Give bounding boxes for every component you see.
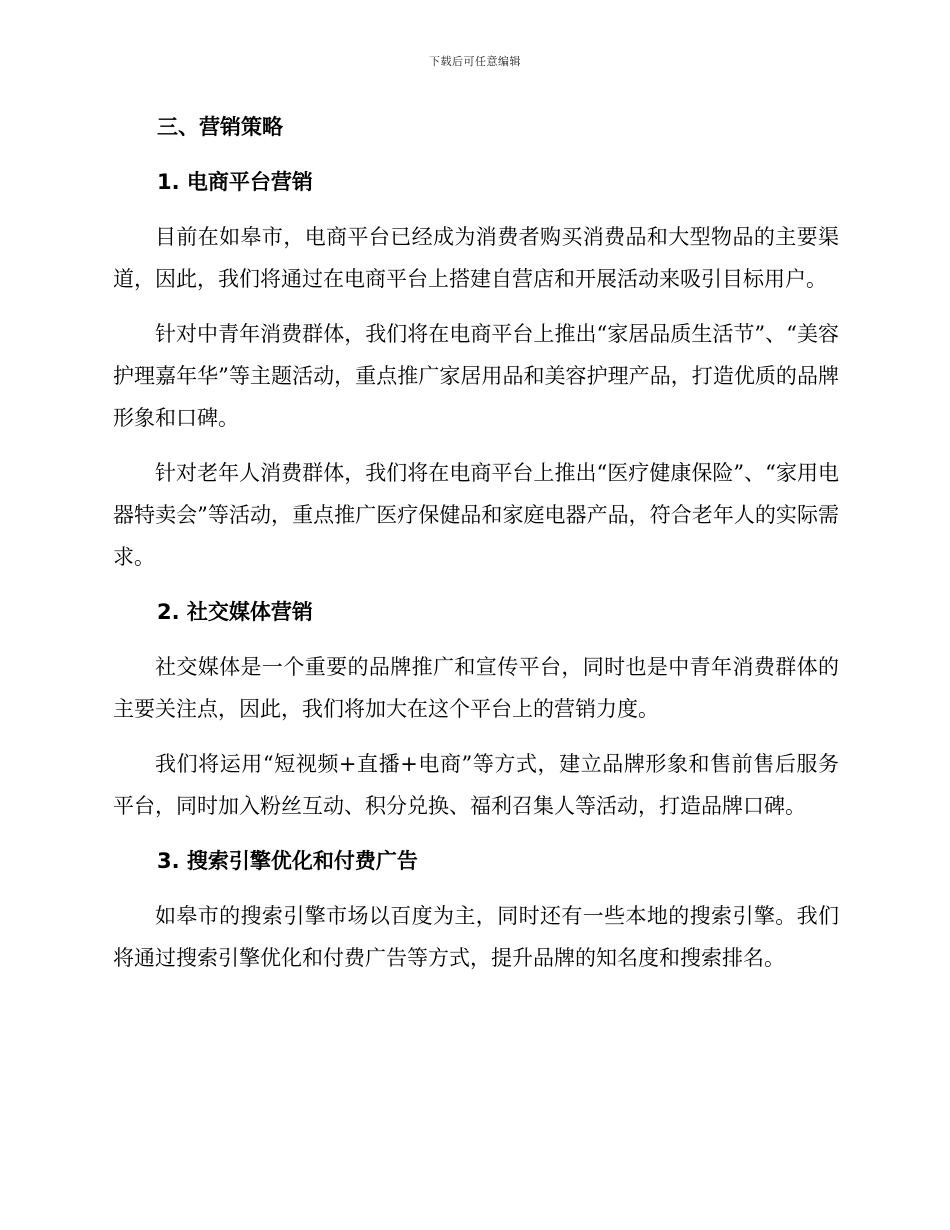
subsection-title-ecommerce: 1. 电商平台营销 xyxy=(157,170,313,194)
paragraph: 目前在如皋市，电商平台已经成为消费者购买消费品和大型物品的主要渠道，因此，我们将通过在电商平台上搭建自营店和开展活动来吸引目标用户。 xyxy=(113,225,839,291)
document-body xyxy=(113,106,839,979)
page-header-note: 下载后可任意编辑 xyxy=(429,55,521,68)
paragraph: 针对老年人消费群体，我们将在电商平台上推出“医疗健康保险”、“家用电器特卖会”等活动，重点推广医疗保健品和家庭电器产品，符合老年人的实际需求。 xyxy=(113,461,839,569)
paragraph: 针对中青年消费群体，我们将在电商平台上推出“家居品质生活节”、“美容护理嘉年华”等主题活动，重点推广家居用品和美容护理产品，打造优质的品牌形象和口碑。 xyxy=(113,322,839,430)
subsection-title-social-media: 2. 社交媒体营销 xyxy=(157,600,313,624)
section-title: 三、营销策略 xyxy=(157,115,283,139)
paragraph: 社交媒体是一个重要的品牌推广和宣传平台，同时也是中青年消费群体的主要关注点，因此，我们将加大在这个平台上的营销力度。 xyxy=(113,655,839,721)
subsection-title-search-engine: 3. 搜索引擎优化和付费广告 xyxy=(157,849,418,873)
paragraph: 如皋市的搜索引擎市场以百度为主，同时还有一些本地的搜索引擎。我们将通过搜索引擎优化和付费广告等方式，提升品牌的知名度和搜索排名。 xyxy=(113,904,839,970)
paragraph: 我们将运用“短视频+直播+电商”等方式，建立品牌形象和售前售后服务平台，同时加入粉丝互动、积分兑换、福利召集人等活动，打造品牌口碑。 xyxy=(113,752,839,818)
